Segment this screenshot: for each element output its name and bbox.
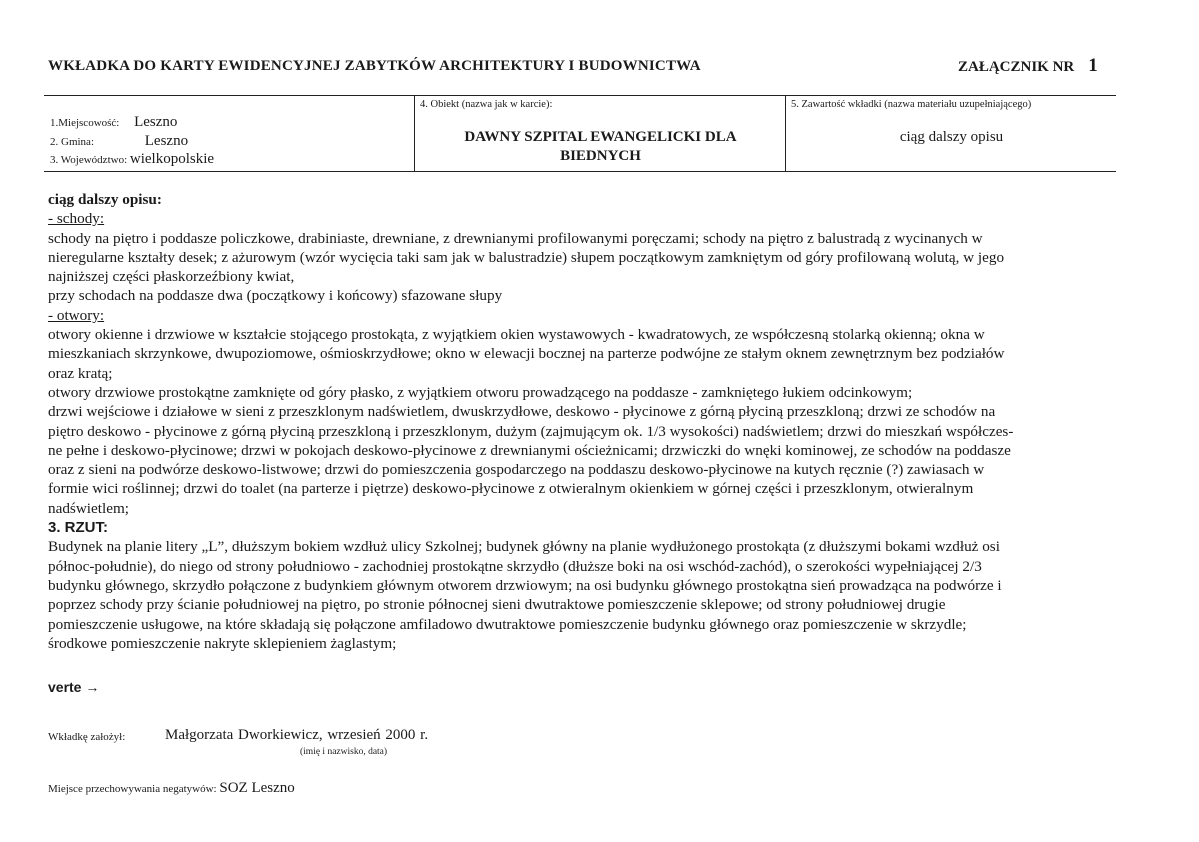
commune-label: 2. Gmina: — [50, 136, 94, 148]
negatives-label: Miejsce przechowywania negatywów: — [48, 783, 217, 795]
locality-label: 1.Miejscowość: — [50, 117, 120, 129]
content-value: ciąg dalszy opisu — [899, 129, 1004, 145]
verte-note: verte → — [48, 679, 100, 695]
content-cell — [785, 96, 1117, 171]
negatives-row — [48, 780, 295, 797]
text-line: poprzez schody przy ścianie południowej na piętro, po stronie północnej sieni dwutraktowe pomieszczenie sklepowe; od strony południowej drugie — [48, 596, 946, 614]
text-line: środkowe pomieszczenie nakryte sklepieniem żaglastym; — [48, 634, 397, 652]
voivodeship-row — [50, 151, 214, 168]
description-body — [48, 190, 1138, 653]
document-title: WKŁADKA DO KARTY EWIDENCYJNEJ ZABYTKÓW ARCHITEKTURY I BUDOWNICTWA — [48, 58, 701, 74]
founder-hint: (imię i nazwisko, data) — [300, 747, 388, 757]
text-line: oraz z sieni na podwórze deskowo-listwowe; drzwi do pomieszczenia gospodarczego na poddaszu deskowo-płycinowe na kutych ręcznie (?) zawiasach w — [48, 461, 985, 479]
locality-value: Leszno — [134, 114, 178, 130]
text-line: przy schodach na poddasze dwa (początkowy i końcowy) sfazowane słupy — [48, 287, 503, 305]
founder-label: Wkładkę założył: — [48, 731, 126, 743]
text-line: formie wici roślinnej; drzwi do toalet (na parterze i piętrze) deskowo-płycinowe z otwieralnym okienkiem w górnej części i przeszklonym, otwieralnym — [48, 480, 974, 498]
text-line: najniższej części płaskorzeźbiony kwiat, — [48, 268, 295, 286]
annex-number — [958, 55, 1098, 77]
text-line: otwory drzwiowe prostokątne zamknięte od góry płasko, z wyjątkiem otworu prowadzącego na poddasze - zamkniętego łukiem odcinkowym; — [48, 383, 913, 401]
object-name-line: DAWNY SZPITAL EWANGELICKI DLA — [464, 129, 737, 145]
intro-heading: ciąg dalszy opisu: — [48, 191, 162, 208]
text-line: ne pełne i deskowo-płycinowe; drzwi w pokojach deskowo-płycinowe z drewnianymi ościeżnicami; drzwiczki do wnęki kominowej, ze schodów na poddasze — [48, 441, 1011, 459]
voivodeship-value: wielkopolskie — [129, 151, 215, 167]
object-label: 4. Obiekt (nazwa jak w karcie): — [420, 99, 553, 110]
header-table — [44, 95, 1116, 172]
annex-label: ZAŁĄCZNIK NR — [958, 59, 1075, 75]
text-line: otwory okienne i drzwiowe w kształcie stojącego prostokąta, z wyjątkiem okien wystawowych - kwadratowych, ze współczesną stolarką okienną; okna w — [48, 326, 985, 344]
voivodeship-label: 3. Województwo: — [50, 154, 128, 166]
text-line: schody na piętro i poddasze policzkowe, drabiniaste, drewniane, z drewnianymi profilowanymi poręczami; schody na piętro z balustradą z wycinanych w — [48, 229, 983, 247]
annex-number-value: 1 — [1088, 55, 1098, 76]
founder-value: Małgorzata Dworkiewicz, wrzesień 2000 r. — [165, 727, 429, 743]
text-line: drzwi wejściowe i działowe w sieni z przeszklonym nadświetlem, dwuskrzydłowe, deskowo - płycinowe z górną płyciną przeszkloną; drzwi ze schodów na — [48, 403, 996, 421]
negatives-value: SOZ Leszno — [219, 780, 295, 796]
locality-row — [50, 114, 177, 131]
content-label: 5. Zawartość wkładki (nazwa materiału uzupełniającego) — [791, 99, 1032, 110]
location-cell — [44, 96, 414, 171]
text-line: nieregularne kształty desek; z ażurowym (wzór wycięcia taki sam jak w balustradzie) słupem początkowym zamkniętym od góry profilowaną wolutą, w jego — [48, 248, 1005, 266]
text-line: północ-południe), do niego od strony południowo - zachodniej prostokątne skrzydło (dłuższe boki na osi wschód-zachód), o szerokości wypełniającej 2/3 — [48, 557, 982, 575]
commune-value: Leszno — [144, 133, 189, 149]
object-cell — [414, 96, 786, 171]
text-line: Budynek na planie litery „L”, dłuższym bokiem wzdłuż ulicy Szkolnej; budynek główny na planie wydłużonego prostokąta (z dłuższymi bokami wzdłuż osi — [48, 538, 1000, 556]
stairs-heading: - schody: — [48, 210, 105, 228]
text-line: piętro deskowo - płycinowe z górną płyciną przeszkloną i przeszklonym, dużym (zajmującym ok. 1/3 wysokości) nadświetlem; drzwi do mieszkań współczes- — [48, 422, 1014, 440]
text-line: oraz kratą; — [48, 364, 113, 382]
object-name — [415, 128, 786, 166]
object-name-line: BIEDNYCH — [560, 148, 641, 164]
text-line: nadświetlem; — [48, 499, 129, 517]
openings-heading: - otwory: — [48, 306, 105, 324]
commune-row — [50, 133, 188, 150]
plan-heading: 3. RZUT: — [48, 519, 108, 537]
text-line: mieszkaniach skrzynkowe, dwupoziomowe, ośmioskrzydłowe; okno w elewacji bocznej na parterze podwójne ze stałym oknem zewnętrznym bez podziałów — [48, 345, 1005, 363]
text-line: budynku głównego, skrzydło połączone z budynkiem głównym otworem drzwiowym; na osi budynku głównego prostokątna sień prowadząca na podwórze i — [48, 576, 1002, 594]
text-line: pomieszczenie usługowe, na które składają się połączone amfiladowo dwutraktowe pomieszczenie budynku głównego oraz pomieszczenie w skrzydle; — [48, 615, 967, 633]
